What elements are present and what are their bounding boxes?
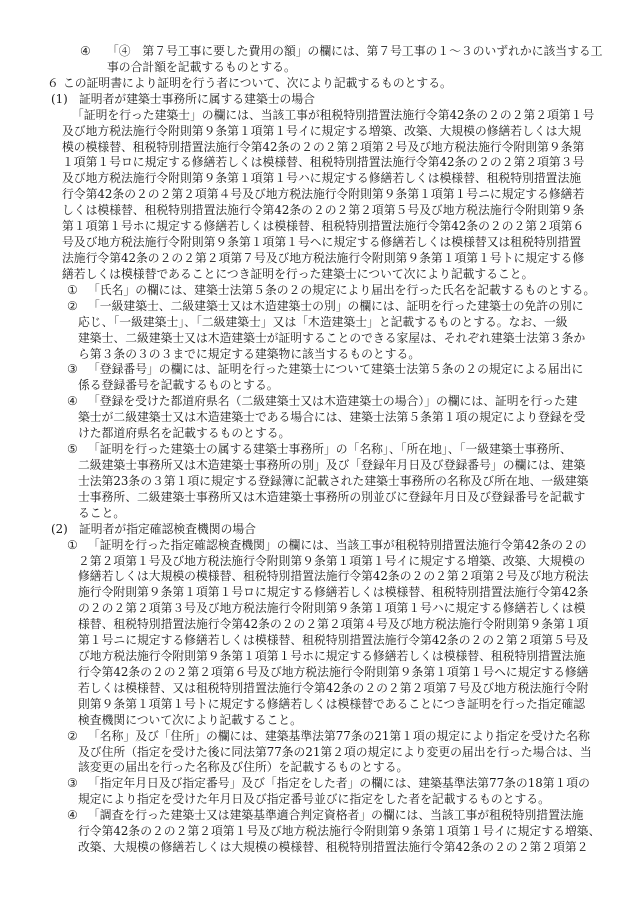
- text-line: [0, 331, 630, 347]
- text-line: [0, 474, 630, 490]
- item-number: ②: [67, 298, 78, 313]
- text-line: [0, 251, 630, 267]
- line-text: 該変更の届出を行った名称及び住所）を記載するものとする。: [78, 760, 409, 775]
- line-text: 行令第42条の２の２第２項第６号及び地方税法施行令附則第９条第１項第１号ヘに規定する修繕: [78, 664, 589, 679]
- line-text: 「氏名」の欄には、建築士法第５条の２の規定により届出を行った氏名を記載するものとする。: [88, 282, 596, 297]
- text-line: [0, 140, 630, 156]
- item-number: ①: [67, 537, 78, 552]
- text-line: [0, 203, 630, 219]
- text-line: [0, 315, 630, 331]
- text-line: [0, 155, 630, 171]
- line-text: 証明者が指定確認検査機関の場合: [79, 521, 256, 536]
- text-line: [0, 187, 630, 203]
- text-line: [0, 808, 630, 824]
- text-line: [0, 378, 630, 394]
- line-text: 検査機関について次により記載すること。: [78, 712, 302, 727]
- line-text: 行令第42条の２の２第２項第１号及び地方税法施行令附則第９条第１項第１号イに規定する増築、: [78, 824, 601, 839]
- line-text: 「登録を受けた都道府県名（二級建築士又は木造建築士の場合）」の欄には、証明を行った建: [88, 394, 578, 409]
- text-line: [0, 633, 630, 649]
- line-text: 係る登録番号を記載するものとする。: [78, 378, 279, 393]
- line-text: の２の２第２項第３号及び地方税法施行令附則第９条第１項第１号ハに規定する修繕若しくは模: [78, 601, 586, 616]
- line-text: 応じ、「一級建築士」、「二級建築士」又は「木造建築士」と記載するものとする。なお、一級: [78, 314, 568, 329]
- text-line: [0, 219, 630, 235]
- line-text: 模の模様替、租税特別措置法施行令第42条の２の２第２項第２号及び地方税法施行令附則第９条第: [62, 139, 585, 154]
- text-line: [0, 267, 630, 283]
- text-line: [0, 697, 630, 713]
- line-text: 建築士、二級建築士又は木造建築士が証明することのできる家屋は、それぞれ建築士法第３条か: [78, 330, 586, 345]
- item-number: (2): [51, 521, 68, 536]
- text-line: [0, 60, 630, 76]
- line-text: 「証明を行った指定確認検査機関」の欄には、当該工事が租税特別措置法施行令第42条の２の: [88, 537, 587, 552]
- text-line: [0, 410, 630, 426]
- text-line: [0, 458, 630, 474]
- text-line: [0, 554, 630, 570]
- text-line: [0, 681, 630, 697]
- text-line: [0, 792, 630, 808]
- item-number: ④: [80, 44, 91, 58]
- item-number: ④: [67, 394, 78, 409]
- line-text: 則第９条第１項第１号トに規定する修繕若しくは模様替であることにつき証明を行った指定確認: [78, 696, 586, 711]
- text-line: [0, 760, 630, 776]
- text-line: [0, 745, 630, 761]
- text-line: [0, 171, 630, 187]
- text-line: [0, 840, 630, 856]
- line-text: 号及び地方税法施行令附則第９条第１項第１号ヘに規定する修繕若しくは模様替又は租税特別措置: [62, 235, 582, 250]
- line-text: 証明者が建築士事務所に属する建築士の場合: [79, 91, 315, 106]
- line-text: 第１号ニに規定する修繕若しくは模様替、租税特別措置法施行令第42条の２の２第２項第５号及: [78, 633, 589, 648]
- text-line: [0, 665, 630, 681]
- line-text: 士事務所、二級建築士事務所又は木造建築士事務所の別並びに登録年月日及び登録番号を記載す: [78, 489, 586, 504]
- line-text: 及び地方税法施行令附則第９条第１項第１号イに規定する増築、改築、大規模の修繕若しくは大規: [62, 123, 582, 138]
- text-line: [0, 601, 630, 617]
- line-text: ら第３条の３の３までに規定する建築物に該当するものとする。: [78, 346, 421, 361]
- line-text: 法施行令第42条の２の２第２項第７号及び地方税法施行令附則第９条第１項第１号トに規定する修: [62, 250, 585, 265]
- line-text: 行令第42条の２の２第２項第４号及び地方税法施行令附則第９条第１項第１号ニに規定する修繕若: [62, 187, 585, 202]
- line-text: 修繕若しくは大規模の模様替、租税特別措置法施行令第42条の２の２第２項第２号及び地方税法: [78, 569, 589, 584]
- text-line: [0, 506, 630, 522]
- text-line: [0, 124, 630, 140]
- text-line: [0, 617, 630, 633]
- line-text: 繕若しくは模様替であることにつき証明を行った建築士について次により記載すること。: [62, 266, 534, 281]
- line-text: び地方税法施行令附則第９条第１項第１号ホに規定する修繕若しくは模様替、租税特別措置法施: [78, 649, 586, 664]
- item-number: ６: [47, 75, 59, 90]
- line-text: この証明書により証明を行う者について、次により記載するものとする。: [63, 75, 452, 90]
- text-line: [0, 713, 630, 729]
- text-line: [0, 490, 630, 506]
- line-text: 様替、租税特別措置法施行令第42条の２の２第２項第４号及び地方税法施行令附則第９条第１項: [78, 617, 589, 632]
- line-text: 「指定年月日及び指定番号」及び「指定をした者」の欄には、建築基準法第77条の18第１項の: [88, 776, 590, 791]
- line-text: 及び住所（指定を受けた後に同法第77条の21第２項の規定により変更の届出を行った場合は、当: [78, 744, 592, 759]
- text-line: [0, 235, 630, 251]
- item-number: ③: [67, 362, 78, 377]
- line-text: 「一級建築士、二級建築士又は木造建築士の別」の欄には、証明を行った建築士の免許の別に: [88, 298, 584, 313]
- text-line: [0, 347, 630, 363]
- text-line: [0, 108, 630, 124]
- text-line: [0, 76, 630, 92]
- text-line: [0, 649, 630, 665]
- text-line: [0, 394, 630, 410]
- item-number: ①: [67, 282, 78, 297]
- text-line: [0, 729, 630, 745]
- text-line: [0, 92, 630, 108]
- line-text: 若しくは模様替、又は租税特別措置法施行令第42条の２の２第２項第７号及び地方税法施行令附: [78, 680, 589, 695]
- text-line: [0, 522, 630, 538]
- line-text: 「登録番号」の欄には、証明を行った建築士について建築士法第５条の２の規定による届出に: [88, 362, 584, 377]
- line-text: ２第２項第１号及び地方税法施行令附則第９条第１項第１号イに規定する増築、改築、大規模の: [78, 553, 586, 568]
- item-number: ②: [67, 728, 78, 743]
- item-number: ④: [67, 808, 78, 823]
- text-line: [0, 44, 630, 60]
- line-text: 士法第23条の３第１項に規定する登録簿に記載された建築士事務所の名称及び所在地、一級建築: [78, 473, 589, 488]
- line-text: 及び地方税法施行令附則第９条第１項第１号ハに規定する修繕若しくは模様替、租税特別措置法施: [62, 171, 582, 186]
- text-line: [0, 569, 630, 585]
- line-text: 築士が二級建築士又は木造建築士である場合には、建築士法第５条第１項の規定により登録を受: [78, 410, 586, 425]
- line-text: 「証明を行った建築士の属する建築士事務所」の「名称」、「所在地」、「一級建築士事務所、: [88, 442, 572, 457]
- text-line: [0, 824, 630, 840]
- line-text: 「④ 第７号工事に要した費用の額」の欄には、第７号工事の１〜３のいずれかに該当する工: [107, 44, 603, 58]
- item-number: ⑤: [67, 442, 78, 457]
- line-text: 「調査を行った建築士又は建築基準適合判定資格者」の欄には、当該工事が租税特別措置法施: [88, 808, 584, 823]
- line-text: 事の合計額を記載するものとする。: [107, 59, 296, 74]
- line-text: ること。: [78, 505, 126, 520]
- text-line: [0, 776, 630, 792]
- line-text: けた都道府県名を記載するものとする。: [78, 426, 291, 441]
- item-number: ③: [67, 776, 78, 791]
- text-line: [0, 426, 630, 442]
- line-text: 「名称」及び「住所」の欄には、建築基準法第77条の21第１項の規定により指定を受けた名称: [88, 728, 590, 743]
- line-text: 「証明を行った建築士」の欄には、当該工事が租税特別措置法施行令第42条の２の２第２項第１号: [72, 107, 595, 122]
- text-line: [0, 442, 630, 458]
- line-text: 第１項第１号ホに規定する修繕若しくは模様替、租税特別措置法施行令第42条の２の２第２項第６: [62, 219, 585, 234]
- line-text: 二級建築士事務所又は木造建築士事務所の別」及び「登録年月日及び登録番号」の欄には、建築: [78, 457, 586, 472]
- line-text: 施行令附則第９条第１項第１号ロに規定する修繕若しくは模様替、租税特別措置法施行令第42条: [78, 585, 589, 600]
- text-line: [0, 299, 630, 315]
- line-text: しくは模様替、租税特別措置法施行令第42条の２の２第２項第５号及び地方税法施行令附則第９条: [62, 203, 585, 218]
- line-text: 規定により指定を受けた年月日及び指定番号並びに指定をした者を記載するものとする。: [78, 792, 550, 807]
- line-text: 改築、大規模の修繕若しくは大規模の模様替、租税特別措置法施行令第42条の２の２第２項第２: [78, 840, 589, 855]
- text-line: [0, 362, 630, 378]
- text-line: [0, 283, 630, 299]
- line-text: １項第１号ロに規定する修繕若しくは模様替、租税特別措置法施行令第42条の２の２第２項第３号: [62, 155, 585, 170]
- text-line: [0, 538, 630, 554]
- text-line: [0, 585, 630, 601]
- item-number: (1): [51, 91, 68, 106]
